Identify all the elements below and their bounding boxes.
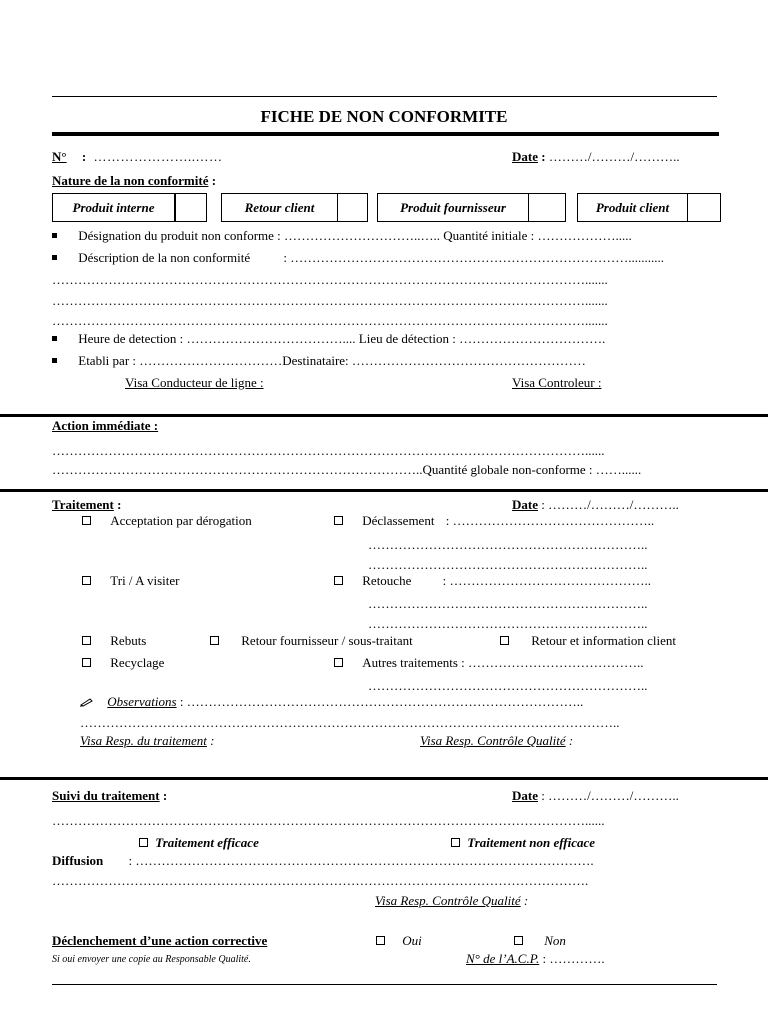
- option-label: Retour fournisseur / sous-traitant: [241, 633, 413, 648]
- nature-colon: :: [211, 173, 217, 188]
- heure-field[interactable]: Heure de detection : ……………………………….... Lieu de détection : …………………………….: [78, 331, 606, 346]
- option-label: Rebuts: [110, 633, 147, 648]
- option-retour-fournisseur[interactable]: [210, 633, 413, 649]
- option-non[interactable]: [514, 933, 566, 949]
- option-label: Traitement non efficace: [467, 835, 596, 850]
- checkbox-icon[interactable]: [82, 636, 91, 645]
- option-traitement-non-efficace[interactable]: [451, 835, 595, 851]
- option-label: Oui: [402, 933, 422, 948]
- checkbox-icon[interactable]: [514, 936, 523, 945]
- top-rule: [52, 96, 717, 97]
- traitement-date-row: [512, 497, 679, 513]
- date-row: [512, 149, 680, 165]
- corrective-note: Si oui envoyer une copie au Responsable Qualité.: [52, 954, 251, 965]
- description-line[interactable]: …………………………………………………………………………………………………………….......: [52, 272, 608, 287]
- autres-field[interactable]: Autres traitements : …………………………………..: [362, 655, 644, 670]
- option-label: Retour et information client: [531, 633, 677, 648]
- visa-colon: :: [523, 893, 529, 908]
- checkbox-icon[interactable]: [334, 658, 343, 667]
- observations-line[interactable]: ……………………………………………………………………………………………………………..: [80, 715, 620, 730]
- num-colon: :: [81, 149, 87, 164]
- page-title: FICHE DE NON CONFORMITE: [260, 107, 508, 126]
- num-label: N°: [52, 149, 67, 164]
- option-label: Retouche: [362, 573, 412, 588]
- option-declassement[interactable]: [334, 513, 654, 529]
- visa-resp-traitement-row: [80, 733, 214, 749]
- option-tri[interactable]: [82, 573, 179, 589]
- traitement-colon: :: [117, 497, 122, 512]
- corrective-label: Déclenchement d’une action corrective: [52, 933, 268, 948]
- diffusion-row: [52, 853, 594, 869]
- visa-resp-traitement: Visa Resp. du traitement: [80, 733, 207, 748]
- checkbox-icon[interactable]: [82, 516, 91, 525]
- option-recyclage[interactable]: [82, 655, 164, 671]
- visa-conducteur: Visa Conducteur de ligne :: [125, 375, 264, 390]
- diffusion-label: Diffusion: [52, 853, 104, 868]
- heure-row: [52, 331, 605, 347]
- option-retouche[interactable]: [334, 573, 651, 589]
- section-rule: [0, 489, 768, 492]
- suivi-line[interactable]: ……………………………………………………………………………………………………………......: [52, 813, 605, 828]
- description-field[interactable]: : ……………………………………………………………………...........: [283, 250, 664, 265]
- etabli-row: [52, 353, 586, 369]
- visa-colon: :: [568, 733, 574, 748]
- declassement-field[interactable]: : ………………………………………..: [445, 513, 655, 528]
- visa-cq-traitement-row: [420, 733, 573, 749]
- traitement-heading: [52, 497, 121, 513]
- observations-label: Observations: [107, 694, 177, 709]
- nature-row: [52, 173, 216, 189]
- num-row: [52, 149, 222, 165]
- suivi-date-row: [512, 788, 679, 804]
- nature-option-produit-fournisseur[interactable]: [377, 193, 566, 222]
- nature-label: Nature de la non conformité: [52, 173, 209, 188]
- date-label: Date: [512, 149, 538, 164]
- option-label: Déclassement: [362, 513, 435, 528]
- suivi-colon: :: [162, 788, 168, 803]
- etabli-field[interactable]: Etabli par : ……………………………Destinataire: ………………………………………………: [78, 353, 586, 368]
- description-line[interactable]: …………………………………………………………………………………………………………….......: [52, 313, 608, 328]
- visa-cq-suivi-row: [375, 893, 528, 909]
- checkbox-icon[interactable]: [139, 838, 148, 847]
- description-row: [52, 250, 664, 266]
- retouche-line[interactable]: ………………………………………………………..: [368, 616, 648, 631]
- action-label: Action immédiate :: [52, 418, 159, 433]
- nature-option-label: Retour client: [222, 194, 338, 221]
- bullet-icon: [52, 255, 57, 260]
- option-label: Non: [544, 933, 566, 948]
- option-oui[interactable]: [376, 933, 422, 949]
- date-label: Date: [512, 788, 538, 803]
- diffusion-line[interactable]: …………………………………………………………………………………………………………….: [52, 873, 589, 888]
- designation-field[interactable]: Désignation du produit non conforme : …………………………..….. Quantité initiale : ……………….....: [78, 228, 632, 243]
- option-traitement-efficace[interactable]: [139, 835, 259, 851]
- title-rule: [52, 132, 719, 136]
- traitement-label: Traitement: [52, 497, 114, 512]
- diffusion-field[interactable]: : …………………………………………………………………………………………….: [128, 853, 594, 868]
- date-field[interactable]: : ………/………/………..: [541, 497, 679, 512]
- option-label: Traitement efficace: [155, 835, 259, 850]
- option-rebuts[interactable]: [82, 633, 146, 649]
- option-autres[interactable]: [334, 655, 644, 671]
- option-retour-info-client[interactable]: [500, 633, 676, 649]
- option-label: Tri / A visiter: [110, 573, 180, 588]
- section-rule: [0, 777, 768, 780]
- checkbox-icon[interactable]: [82, 576, 91, 585]
- date-colon: :: [541, 149, 546, 164]
- acp-label: N° de l’A.C.P.: [466, 951, 540, 966]
- action-line[interactable]: ……………………………………………………………………………………………………………......: [52, 443, 605, 458]
- date-field[interactable]: ………/………/………..: [548, 149, 680, 164]
- declassement-line[interactable]: ………………………………………………………..: [368, 537, 648, 552]
- bullet-icon: [52, 233, 57, 238]
- observations-field[interactable]: : ………………………………………………………………………………..: [179, 694, 584, 709]
- acp-row: [466, 951, 605, 967]
- checkbox-icon[interactable]: [82, 658, 91, 667]
- retouche-line[interactable]: ………………………………………………………..: [368, 596, 648, 611]
- action-quantity-line[interactable]: …………………………………………………………………………..Quantité globale non-conforme : ……......: [52, 462, 642, 477]
- visa-resp-cq: Visa Resp. Contrôle Qualité: [375, 893, 521, 908]
- section-rule: [0, 414, 768, 417]
- date-label: Date: [512, 497, 538, 512]
- visa-controleur: Visa Controleur :: [512, 375, 602, 390]
- suivi-label: Suivi du traitement: [52, 788, 160, 803]
- nature-checkbox[interactable]: [175, 194, 176, 221]
- option-acceptation[interactable]: [82, 513, 252, 529]
- checkbox-icon[interactable]: [210, 636, 219, 645]
- nature-option-label: Produit client: [578, 194, 688, 221]
- num-field[interactable]: …………………..……: [93, 149, 223, 164]
- bullet-icon: [52, 358, 57, 363]
- checkbox-icon[interactable]: [451, 838, 460, 847]
- visa-colon: :: [210, 733, 215, 748]
- nature-option-produit-client[interactable]: [577, 193, 721, 222]
- checkbox-icon[interactable]: [376, 936, 385, 945]
- designation-row: [52, 228, 632, 244]
- nature-option-produit-interne[interactable]: [52, 193, 207, 222]
- acp-field[interactable]: : ………….: [542, 951, 605, 966]
- option-label: Acceptation par dérogation: [110, 513, 252, 528]
- option-label: Recyclage: [110, 655, 165, 670]
- bottom-rule: [52, 984, 717, 985]
- bullet-icon: [52, 336, 57, 341]
- observations-row: [80, 694, 583, 710]
- visa-resp-cq: Visa Resp. Contrôle Qualité: [420, 733, 566, 748]
- autres-line[interactable]: ………………………………………………………..: [368, 678, 648, 693]
- date-field[interactable]: : ………/………/………..: [541, 788, 679, 803]
- declassement-line[interactable]: ………………………………………………………..: [368, 557, 648, 572]
- nature-option-label: Produit fournisseur: [378, 194, 529, 221]
- checkbox-icon[interactable]: [334, 576, 343, 585]
- nature-option-label: Produit interne: [53, 194, 175, 221]
- nature-option-retour-client[interactable]: [221, 193, 368, 222]
- description-label: Déscription de la non conformité: [78, 250, 251, 265]
- checkbox-icon[interactable]: [334, 516, 343, 525]
- checkbox-icon[interactable]: [500, 636, 509, 645]
- retouche-field[interactable]: : ………………………………………..: [442, 573, 651, 588]
- description-line[interactable]: …………………………………………………………………………………………………………….......: [52, 293, 608, 308]
- pencil-icon: [80, 697, 94, 707]
- suivi-heading: [52, 788, 167, 804]
